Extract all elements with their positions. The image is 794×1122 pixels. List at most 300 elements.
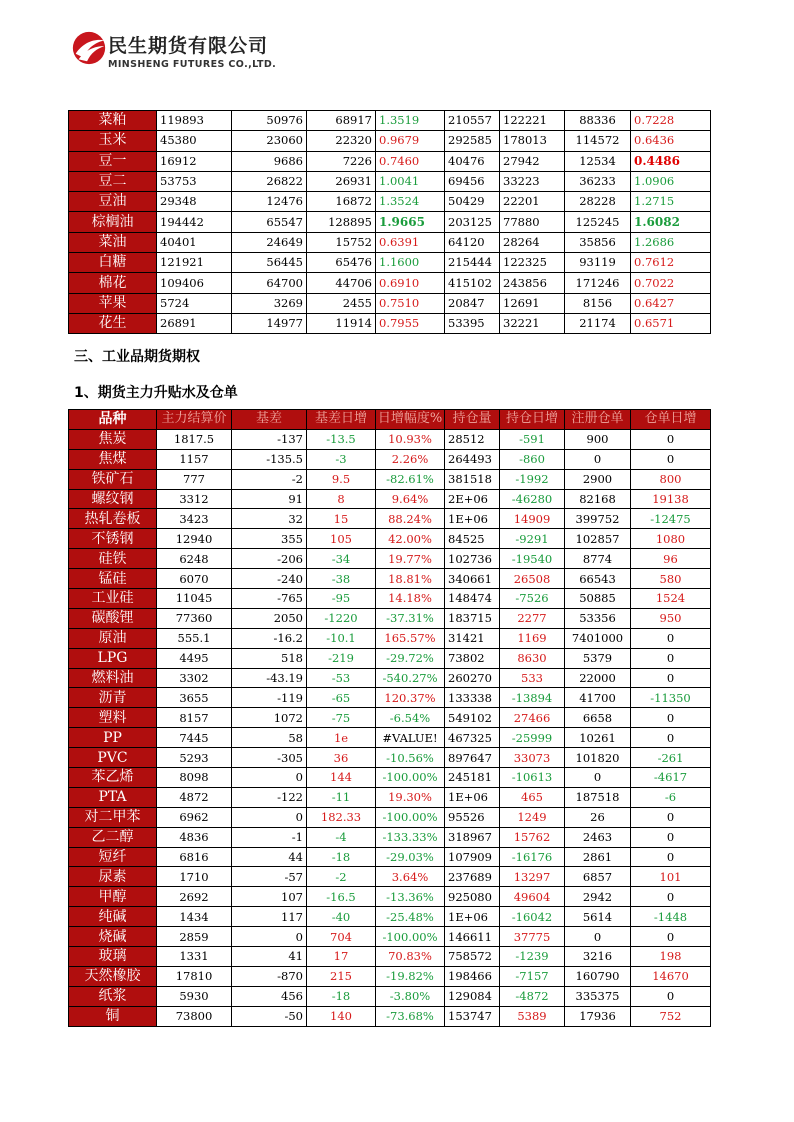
open-interest-cell: 264493 — [445, 449, 500, 469]
basis-change-cell: -38 — [307, 569, 376, 589]
value-cell: 53395 — [445, 313, 500, 333]
value-cell: 36233 — [565, 171, 631, 191]
warrant-cell: 2463 — [565, 827, 631, 847]
table-row — [69, 668, 711, 688]
basis-cell: 456 — [232, 986, 307, 1006]
oi-change-cell: -1992 — [500, 469, 565, 489]
warrant-cell: 26 — [565, 807, 631, 827]
pct-change-cell: -100.00% — [376, 807, 445, 827]
value-cell: 35856 — [565, 232, 631, 252]
value-cell: 27942 — [500, 151, 565, 171]
commodity-name: 螺纹钢 — [69, 489, 157, 509]
value-cell: 171246 — [565, 273, 631, 293]
open-interest-cell: 28512 — [445, 429, 500, 449]
basis-change-cell: -219 — [307, 648, 376, 668]
open-interest-cell: 129084 — [445, 986, 500, 1006]
basis-cell: -57 — [232, 867, 307, 887]
pct-change-cell: 9.64% — [376, 489, 445, 509]
commodity-name: 尿素 — [69, 867, 157, 887]
pct-change-cell: 165.57% — [376, 628, 445, 648]
warrant-change-cell: 198 — [631, 947, 711, 967]
warrant-cell: 101820 — [565, 748, 631, 768]
warrant-cell: 6857 — [565, 867, 631, 887]
value-cell: 56445 — [232, 253, 307, 273]
commodity-name: 纸浆 — [69, 986, 157, 1006]
open-interest-cell: 107909 — [445, 847, 500, 867]
pct-change-cell: -73.68% — [376, 1006, 445, 1026]
value-cell: 65547 — [232, 212, 307, 232]
value-cell: 109406 — [157, 273, 232, 293]
ratio-cell: 1.2715 — [631, 192, 711, 212]
settle-price-cell: 6816 — [157, 847, 232, 867]
basis-change-cell: -18 — [307, 847, 376, 867]
commodity-name: 烧碱 — [69, 927, 157, 947]
warrant-change-cell: -6 — [631, 787, 711, 807]
table-row — [69, 589, 711, 609]
open-interest-cell: 148474 — [445, 589, 500, 609]
warrant-change-cell: 0 — [631, 668, 711, 688]
settle-price-cell: 1710 — [157, 867, 232, 887]
value-cell: 22201 — [500, 192, 565, 212]
basis-cell: -122 — [232, 787, 307, 807]
table-row — [69, 807, 711, 827]
oi-change-cell: 465 — [500, 787, 565, 807]
warrant-cell: 900 — [565, 429, 631, 449]
warrant-change-cell: 0 — [631, 708, 711, 728]
settle-price-cell: 5293 — [157, 748, 232, 768]
basis-change-cell: -95 — [307, 589, 376, 609]
open-interest-cell: 925080 — [445, 887, 500, 907]
pct-change-cell: -133.33% — [376, 827, 445, 847]
open-interest-cell: 245181 — [445, 768, 500, 788]
warrant-change-cell: 0 — [631, 887, 711, 907]
settle-price-cell: 2859 — [157, 927, 232, 947]
basis-change-cell: 36 — [307, 748, 376, 768]
basis-cell: 41 — [232, 947, 307, 967]
warrant-cell: 0 — [565, 449, 631, 469]
open-interest-cell: 237689 — [445, 867, 500, 887]
settle-price-cell: 6962 — [157, 807, 232, 827]
commodity-name: 对二甲苯 — [69, 807, 157, 827]
value-cell: 28228 — [565, 192, 631, 212]
value-cell: 65476 — [307, 253, 376, 273]
settle-price-cell: 17810 — [157, 966, 232, 986]
table-row — [69, 131, 711, 151]
commodity-name: 豆油 — [69, 192, 157, 212]
value-cell: 203125 — [445, 212, 500, 232]
column-header: 日增幅度% — [376, 410, 445, 430]
oi-change-cell: -25999 — [500, 728, 565, 748]
basis-change-cell: 105 — [307, 529, 376, 549]
commodity-name: 豆二 — [69, 171, 157, 191]
pct-change-cell: 10.93% — [376, 429, 445, 449]
value-cell: 114572 — [565, 131, 631, 151]
basis-change-cell: -34 — [307, 549, 376, 569]
company-name-cn: 民生期货有限公司 — [108, 35, 269, 57]
warrant-cell: 82168 — [565, 489, 631, 509]
commodity-name: 短纤 — [69, 847, 157, 867]
oi-change-cell: -7157 — [500, 966, 565, 986]
value-cell: 128895 — [307, 212, 376, 232]
table-row — [69, 449, 711, 469]
warrant-change-cell: 800 — [631, 469, 711, 489]
value-cell: 33223 — [500, 171, 565, 191]
commodity-name: 塑料 — [69, 708, 157, 728]
commodity-name: 天然橡胶 — [69, 966, 157, 986]
basis-cell: 117 — [232, 907, 307, 927]
ratio-cell: 0.7955 — [376, 313, 445, 333]
section-title: 三、工业品期货期权 — [74, 349, 200, 365]
column-header: 基差日增 — [307, 410, 376, 430]
table-row — [69, 232, 711, 252]
warrant-cell: 7401000 — [565, 628, 631, 648]
oi-change-cell: -16176 — [500, 847, 565, 867]
basis-change-cell: -65 — [307, 688, 376, 708]
value-cell: 44706 — [307, 273, 376, 293]
commodity-name: 铜 — [69, 1006, 157, 1026]
open-interest-cell: 318967 — [445, 827, 500, 847]
open-interest-cell: 1E+06 — [445, 907, 500, 927]
table-row — [69, 489, 711, 509]
pct-change-cell: -10.56% — [376, 748, 445, 768]
table-row — [69, 867, 711, 887]
value-cell: 68917 — [307, 111, 376, 131]
settle-price-cell: 12940 — [157, 529, 232, 549]
basis-change-cell: 9.5 — [307, 469, 376, 489]
table-row — [69, 847, 711, 867]
industrial-basis-table — [68, 409, 711, 1027]
pct-change-cell: 14.18% — [376, 589, 445, 609]
basis-cell: 91 — [232, 489, 307, 509]
basis-cell: -2 — [232, 469, 307, 489]
column-header: 持仓日增 — [500, 410, 565, 430]
warrant-change-cell: 0 — [631, 986, 711, 1006]
oi-change-cell: 33073 — [500, 748, 565, 768]
warrant-change-cell: 0 — [631, 449, 711, 469]
basis-change-cell: 1e — [307, 728, 376, 748]
value-cell: 210557 — [445, 111, 500, 131]
basis-change-cell: -18 — [307, 986, 376, 1006]
warrant-cell: 17936 — [565, 1006, 631, 1026]
value-cell: 5724 — [157, 293, 232, 313]
pct-change-cell: 70.83% — [376, 947, 445, 967]
company-name-en: MINSHENG FUTURES CO.,LTD. — [108, 59, 277, 70]
warrant-cell: 2900 — [565, 469, 631, 489]
open-interest-cell: 260270 — [445, 668, 500, 688]
warrant-change-cell: -4617 — [631, 768, 711, 788]
warrant-change-cell: 0 — [631, 827, 711, 847]
warrant-cell: 5379 — [565, 648, 631, 668]
table-row — [69, 748, 711, 768]
open-interest-cell: 467325 — [445, 728, 500, 748]
settle-price-cell: 6248 — [157, 549, 232, 569]
settle-price-cell: 11045 — [157, 589, 232, 609]
settle-price-cell: 2692 — [157, 887, 232, 907]
pct-change-cell: 3.64% — [376, 867, 445, 887]
warrant-cell: 50885 — [565, 589, 631, 609]
ratio-cell: 0.4486 — [631, 151, 711, 171]
oi-change-cell: 2277 — [500, 608, 565, 628]
pct-change-cell: -82.61% — [376, 469, 445, 489]
commodity-name: 燃料油 — [69, 668, 157, 688]
open-interest-cell: 1E+06 — [445, 787, 500, 807]
commodity-name: 乙二醇 — [69, 827, 157, 847]
table-row — [69, 549, 711, 569]
ratio-cell: 0.7228 — [631, 111, 711, 131]
basis-cell: -870 — [232, 966, 307, 986]
column-header: 品种 — [69, 410, 157, 430]
commodity-name: 甲醇 — [69, 887, 157, 907]
sub-title: 1、期货主力升贴水及仓单 — [74, 385, 238, 401]
warrant-cell: 187518 — [565, 787, 631, 807]
warrant-change-cell: 0 — [631, 728, 711, 748]
open-interest-cell: 133338 — [445, 688, 500, 708]
value-cell: 243856 — [500, 273, 565, 293]
value-cell: 11914 — [307, 313, 376, 333]
commodity-name: PP — [69, 728, 157, 748]
commodity-name: 焦炭 — [69, 429, 157, 449]
pct-change-cell: 18.81% — [376, 569, 445, 589]
value-cell: 7226 — [307, 151, 376, 171]
basis-cell: 1072 — [232, 708, 307, 728]
value-cell: 121921 — [157, 253, 232, 273]
pct-change-cell: 42.00% — [376, 529, 445, 549]
basis-change-cell: 182.33 — [307, 807, 376, 827]
commodity-name: 苹果 — [69, 293, 157, 313]
basis-cell: 44 — [232, 847, 307, 867]
value-cell: 77880 — [500, 212, 565, 232]
warrant-cell: 66543 — [565, 569, 631, 589]
pct-change-cell: 19.30% — [376, 787, 445, 807]
basis-change-cell: 8 — [307, 489, 376, 509]
basis-change-cell: -75 — [307, 708, 376, 728]
basis-cell: -119 — [232, 688, 307, 708]
warrant-cell: 102857 — [565, 529, 631, 549]
settle-price-cell: 1434 — [157, 907, 232, 927]
table-header-row — [69, 410, 711, 430]
commodity-name: 花生 — [69, 313, 157, 333]
value-cell: 50976 — [232, 111, 307, 131]
oi-change-cell: 37775 — [500, 927, 565, 947]
oi-change-cell: 49604 — [500, 887, 565, 907]
value-cell: 50429 — [445, 192, 500, 212]
warrant-change-cell: 19138 — [631, 489, 711, 509]
table-row — [69, 608, 711, 628]
ratio-cell: 0.7612 — [631, 253, 711, 273]
commodity-name: 棉花 — [69, 273, 157, 293]
ratio-cell: 1.0906 — [631, 171, 711, 191]
table-row — [69, 708, 711, 728]
ratio-cell: 0.6391 — [376, 232, 445, 252]
settle-price-cell: 3655 — [157, 688, 232, 708]
open-interest-cell: 153747 — [445, 1006, 500, 1026]
basis-cell: -305 — [232, 748, 307, 768]
basis-cell: -137 — [232, 429, 307, 449]
basis-change-cell: 144 — [307, 768, 376, 788]
table-row — [69, 648, 711, 668]
value-cell: 415102 — [445, 273, 500, 293]
commodity-name: 焦煤 — [69, 449, 157, 469]
settle-price-cell: 8098 — [157, 768, 232, 788]
warrant-change-cell: 14670 — [631, 966, 711, 986]
value-cell: 45380 — [157, 131, 232, 151]
warrant-change-cell: 752 — [631, 1006, 711, 1026]
oi-change-cell: -860 — [500, 449, 565, 469]
commodity-name: PTA — [69, 787, 157, 807]
warrant-change-cell: 0 — [631, 847, 711, 867]
pct-change-cell: -25.48% — [376, 907, 445, 927]
pct-change-cell: 120.37% — [376, 688, 445, 708]
pct-change-cell: -100.00% — [376, 927, 445, 947]
value-cell: 292585 — [445, 131, 500, 151]
pct-change-cell: 2.26% — [376, 449, 445, 469]
value-cell: 12691 — [500, 293, 565, 313]
commodity-name: 豆一 — [69, 151, 157, 171]
table-row — [69, 429, 711, 449]
table-row — [69, 947, 711, 967]
table-row — [69, 469, 711, 489]
pct-change-cell: -19.82% — [376, 966, 445, 986]
ratio-cell: 0.6910 — [376, 273, 445, 293]
ratio-cell: 1.1600 — [376, 253, 445, 273]
column-header: 注册仓单 — [565, 410, 631, 430]
oi-change-cell: -13894 — [500, 688, 565, 708]
value-cell: 215444 — [445, 253, 500, 273]
basis-cell: 355 — [232, 529, 307, 549]
settle-price-cell: 4836 — [157, 827, 232, 847]
pct-change-cell: 19.77% — [376, 549, 445, 569]
table-row — [69, 688, 711, 708]
ratio-cell: 0.9679 — [376, 131, 445, 151]
basis-change-cell: -53 — [307, 668, 376, 688]
value-cell: 26931 — [307, 171, 376, 191]
settle-price-cell: 3423 — [157, 509, 232, 529]
oi-change-cell: 15762 — [500, 827, 565, 847]
oi-change-cell: 26508 — [500, 569, 565, 589]
warrant-change-cell: 0 — [631, 429, 711, 449]
warrant-change-cell: -1448 — [631, 907, 711, 927]
settle-price-cell: 777 — [157, 469, 232, 489]
value-cell: 8156 — [565, 293, 631, 313]
commodity-name: 热轧卷板 — [69, 509, 157, 529]
ratio-cell: 1.0041 — [376, 171, 445, 191]
pct-change-cell: 88.24% — [376, 509, 445, 529]
value-cell: 12534 — [565, 151, 631, 171]
table-row — [69, 966, 711, 986]
basis-change-cell: 15 — [307, 509, 376, 529]
warrant-change-cell: 0 — [631, 927, 711, 947]
value-cell: 53753 — [157, 171, 232, 191]
table-row — [69, 192, 711, 212]
commodity-name: 白糖 — [69, 253, 157, 273]
table-row — [69, 728, 711, 748]
oi-change-cell: 27466 — [500, 708, 565, 728]
minsheng-logo-icon — [70, 29, 108, 67]
agri-ratio-table — [68, 110, 711, 334]
warrant-cell: 6658 — [565, 708, 631, 728]
pct-change-cell: -29.72% — [376, 648, 445, 668]
basis-cell: 518 — [232, 648, 307, 668]
open-interest-cell: 102736 — [445, 549, 500, 569]
basis-cell: 58 — [232, 728, 307, 748]
oi-change-cell: 8630 — [500, 648, 565, 668]
warrant-cell: 10261 — [565, 728, 631, 748]
table-row — [69, 628, 711, 648]
open-interest-cell: 897647 — [445, 748, 500, 768]
oi-change-cell: 1249 — [500, 807, 565, 827]
oi-change-cell: -591 — [500, 429, 565, 449]
open-interest-cell: 758572 — [445, 947, 500, 967]
warrant-cell: 2861 — [565, 847, 631, 867]
oi-change-cell: -1239 — [500, 947, 565, 967]
table-row — [69, 768, 711, 788]
value-cell: 40476 — [445, 151, 500, 171]
warrant-change-cell: 0 — [631, 628, 711, 648]
basis-change-cell: -4 — [307, 827, 376, 847]
warrant-change-cell: 96 — [631, 549, 711, 569]
basis-change-cell: -10.1 — [307, 628, 376, 648]
oi-change-cell: 533 — [500, 668, 565, 688]
commodity-name: LPG — [69, 648, 157, 668]
basis-change-cell: -1220 — [307, 608, 376, 628]
ratio-cell: 1.3519 — [376, 111, 445, 131]
settle-price-cell: 1817.5 — [157, 429, 232, 449]
table-row — [69, 787, 711, 807]
basis-change-cell: -2 — [307, 867, 376, 887]
basis-change-cell: 140 — [307, 1006, 376, 1026]
warrant-cell: 8774 — [565, 549, 631, 569]
value-cell: 22320 — [307, 131, 376, 151]
value-cell: 26891 — [157, 313, 232, 333]
value-cell: 178013 — [500, 131, 565, 151]
basis-cell: -206 — [232, 549, 307, 569]
open-interest-cell: 381518 — [445, 469, 500, 489]
commodity-name: 棕榈油 — [69, 212, 157, 232]
value-cell: 119893 — [157, 111, 232, 131]
warrant-change-cell: 1524 — [631, 589, 711, 609]
settle-price-cell: 6070 — [157, 569, 232, 589]
value-cell: 16872 — [307, 192, 376, 212]
basis-change-cell: 704 — [307, 927, 376, 947]
warrant-cell: 3216 — [565, 947, 631, 967]
ratio-cell: 1.9665 — [376, 212, 445, 232]
value-cell: 69456 — [445, 171, 500, 191]
open-interest-cell: 1E+06 — [445, 509, 500, 529]
basis-cell: -16.2 — [232, 628, 307, 648]
settle-price-cell: 3312 — [157, 489, 232, 509]
value-cell: 26822 — [232, 171, 307, 191]
ratio-cell: 0.7022 — [631, 273, 711, 293]
value-cell: 14977 — [232, 313, 307, 333]
open-interest-cell: 95526 — [445, 807, 500, 827]
warrant-cell: 335375 — [565, 986, 631, 1006]
basis-cell: 0 — [232, 807, 307, 827]
settle-price-cell: 1157 — [157, 449, 232, 469]
settle-price-cell: 8157 — [157, 708, 232, 728]
warrant-change-cell: 950 — [631, 608, 711, 628]
warrant-cell: 0 — [565, 768, 631, 788]
value-cell: 88336 — [565, 111, 631, 131]
settle-price-cell: 77360 — [157, 608, 232, 628]
open-interest-cell: 2E+06 — [445, 489, 500, 509]
settle-price-cell: 4872 — [157, 787, 232, 807]
basis-cell: -43.19 — [232, 668, 307, 688]
oi-change-cell: 5389 — [500, 1006, 565, 1026]
table-row — [69, 293, 711, 313]
basis-change-cell: -3 — [307, 449, 376, 469]
value-cell: 28264 — [500, 232, 565, 252]
pct-change-cell: -3.80% — [376, 986, 445, 1006]
